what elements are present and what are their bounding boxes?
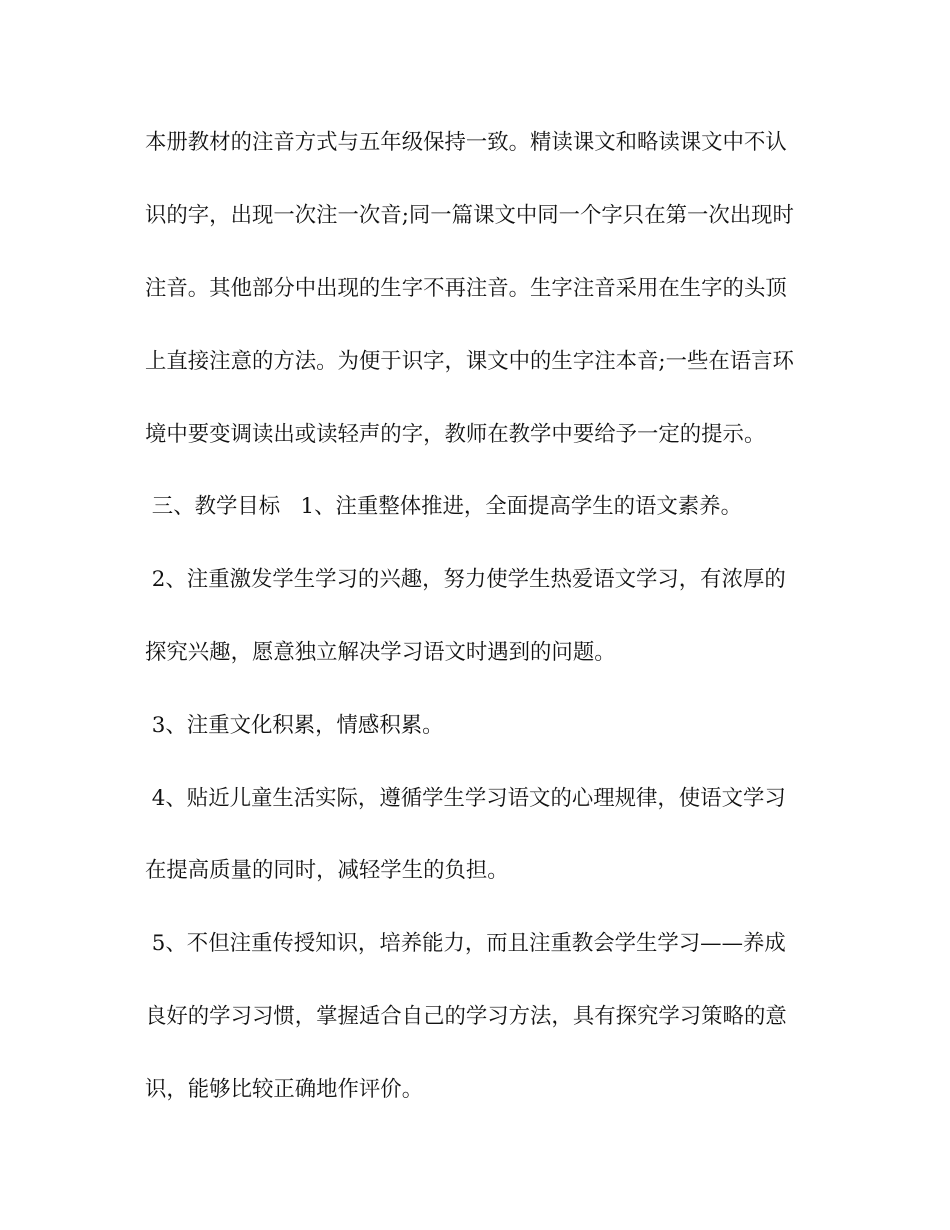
text-line: 探究兴趣，愿意独立解决学习语文时遇到的问题。 <box>145 640 616 665</box>
text-line: 3、注重文化积累，情感积累。 <box>145 713 444 738</box>
text-line: 良好的学习习惯，掌握适合自己的学习方法，具有探究学习策略的意 <box>145 1004 787 1029</box>
text-line: 本册教材的注音方式与五年级保持一致。精读课文和略读课文中不认 <box>145 130 787 155</box>
text-line: 境中要变调读出或读轻声的字，教师在教学中要给予一定的提示。 <box>145 422 766 447</box>
text-line: 识的字，出现一次注一次音;同一篇课文中同一个字只在第一次出现时 <box>145 203 794 228</box>
text-line: 在提高质量的同时，减轻学生的负担。 <box>145 858 509 883</box>
text-line: 5、不但注重传授知识，培养能力，而且注重教会学生学习——养成 <box>145 931 786 956</box>
text-line: 识，能够比较正确地作评价。 <box>145 1077 424 1102</box>
text-line: 4、贴近儿童生活实际，遵循学生学习语文的心理规律，使语文学习 <box>145 786 786 811</box>
text-line: 注音。其他部分中出现的生字不再注音。生字注音采用在生字的头顶 <box>145 276 787 301</box>
text-line: 2、注重激发学生学习的兴趣，努力使学生热爱语文学习，有浓厚的 <box>145 567 786 592</box>
text-line: 上直接注意的方法。为便于识字，课文中的生字注本音;一些在语言环 <box>145 349 794 374</box>
section-heading-line: 三、教学目标 1、注重整体推进，全面提高学生的语文素养。 <box>145 494 742 519</box>
